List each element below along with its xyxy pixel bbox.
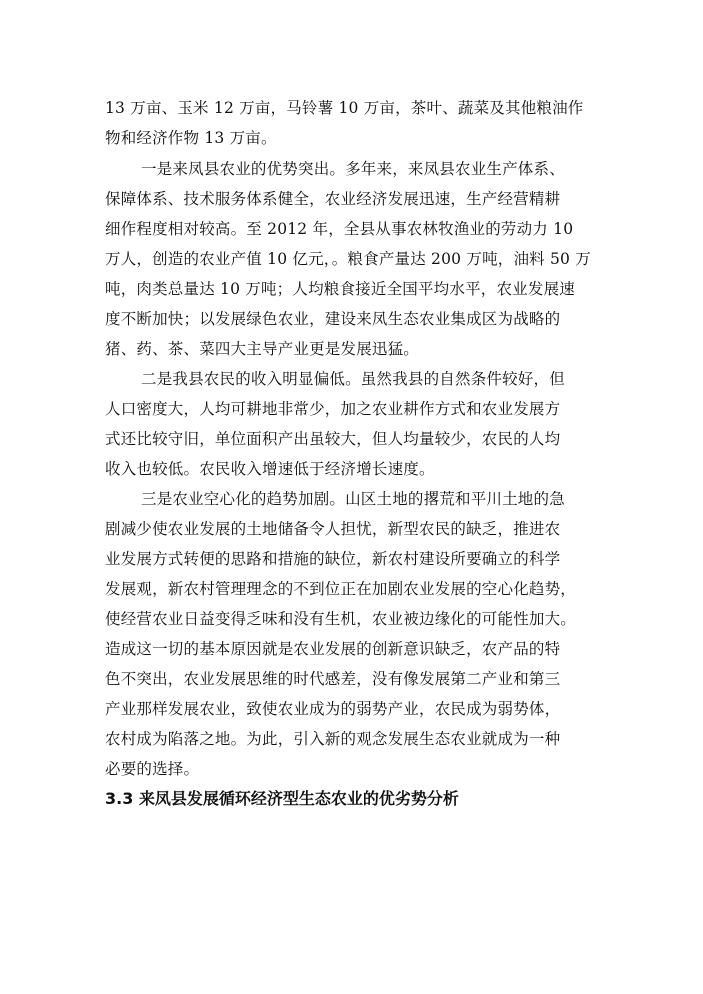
paragraph-2-line-5: 吨，肉类总量达 10 万吨；人均粮食接近全国平均水平，农业发展速	[105, 280, 575, 298]
paragraph-2-line-2: 保障体系、技术服务体系健全，农业经济发展迅速，生产经营精耕	[105, 190, 561, 208]
paragraph-1-line-1: 13 万亩、玉米 12 万亩，马铃薯 10 万亩，茶叶、蔬菜及其他粮油作	[105, 99, 584, 117]
paragraph-4-line-10: 必要的选择。	[105, 760, 200, 778]
paragraph-4-line-7: 色不突出，农业发展思维的时代感差，没有像发展第二产业和第三	[105, 670, 561, 688]
paragraph-2-line-3: 细作程度相对较高。至 2012 年，全县从事农林牧渔业的劳动力 10	[105, 220, 574, 238]
paragraph-4-line-4: 发展观，新农村管理理念的不到位正在加剧农业发展的空心化趋势，	[105, 580, 577, 598]
paragraph-4-line-1: 三是农业空心化的趋势加剧。山区土地的撂荒和平川土地的急	[141, 490, 565, 508]
paragraph-3-line-3: 式还比较守旧，单位面积产出虽较大，但人均量较少，农民的人均	[105, 430, 561, 448]
section-heading: 3.3 来凤县发展循环经济型生态农业的优劣势分析	[105, 789, 459, 808]
paragraph-1-line-2: 物和经济作物 13 万亩。	[105, 129, 277, 147]
paragraph-2-line-1: 一是来凤县农业的优势突出。多年来，来凤县农业生产体系、	[141, 160, 565, 178]
paragraph-3-line-1: 二是我县农民的收入明显偏低。虽然我县的自然条件较好，但	[141, 370, 565, 388]
paragraph-4-line-5: 使经营农业日益变得乏味和没有生机，农业被边缘化的可能性加大。	[105, 610, 577, 628]
paragraph-4-line-3: 业发展方式转便的思路和措施的缺位，新农村建设所要确立的科学	[105, 550, 561, 568]
paragraph-4-line-2: 剧减少使农业发展的土地储备令人担忧，新型农民的缺乏，推进农	[105, 520, 561, 538]
paragraph-3-line-4: 收入也较低。农民收入增速低于经济增长速度。	[105, 460, 435, 478]
paragraph-2-line-6: 度不断加快；以发展绿色农业，建设来凤生态农业集成区为战略的	[105, 310, 561, 328]
paragraph-3-line-2: 人口密度大，人均可耕地非常少，加之农业耕作方式和农业发展方	[105, 400, 561, 418]
paragraph-4-line-9: 农村成为陷落之地。为此，引入新的观念发展生态农业就成为一种	[105, 730, 561, 748]
paragraph-2-line-7: 猪、药、茶、菜四大主导产业更是发展迅猛。	[105, 340, 420, 358]
paragraph-2-line-4: 万人，创造的农业产值 10 亿元，。粮食产量达 200 万吨，油料 50 万	[105, 250, 591, 268]
paragraph-4-line-8: 产业那样发展农业，致使农业成为的弱势产业，农民成为弱势体，	[105, 700, 561, 718]
paragraph-4-line-6: 造成这一切的基本原因就是农业发展的创新意识缺乏，农产品的特	[105, 640, 561, 658]
